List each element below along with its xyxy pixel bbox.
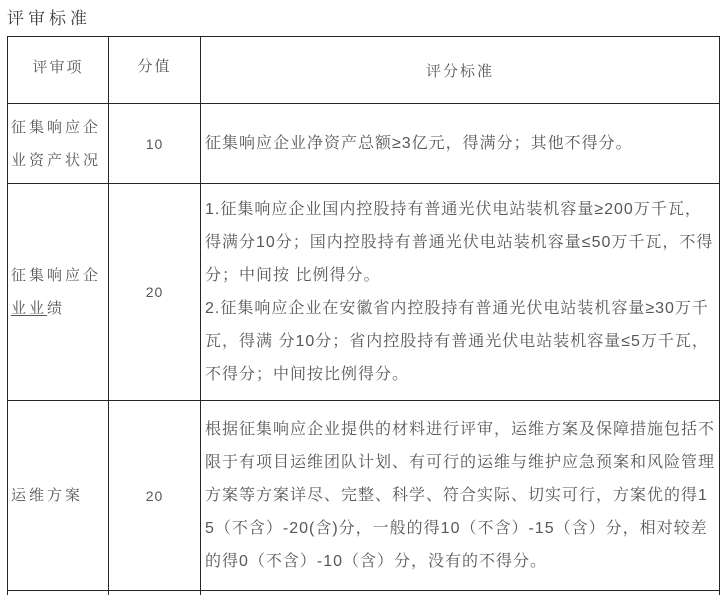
header-cell-criteria: 评分标准: [201, 37, 720, 104]
table-header-row: [8, 37, 720, 104]
item-cell: 运维方案: [8, 401, 109, 591]
item-cell: 征集响应企业资产状况: [8, 104, 109, 184]
score-cell: 20: [109, 184, 201, 401]
score-cell: [109, 591, 201, 595]
table-row-operation-plan: [8, 401, 720, 591]
item-cell: [8, 184, 109, 401]
criteria-paragraph: 征集响应企业净资产总额≥3亿元，得满分；其他不得分。: [205, 135, 633, 152]
table-row-partial: [8, 591, 720, 595]
item-cell: [8, 591, 109, 595]
criteria-paragraph: 根据征集响应企业提供的材料进行评审，运维方案及保障措施包括不限于有项目运维团队计划、有可行的运维与维护应急预案和风险管理方案等方案详尽、完整、科学、符合实际、切实可行，方案优的得15（不含）-20(含)分，一般的得10（不含）-15（含）分，相对较差的得0（不含）-10（含）分，没有的不得分。: [205, 421, 716, 570]
criteria-paragraph: 1.征集响应企业国内控股持有普通光伏电站装机容量≥200万千瓦，得满分10分；国内控股持有普通光伏电站装机容量≤50万千瓦，不得分；中间按 比例得分。: [205, 201, 714, 284]
item-text-part: 征集响应企: [11, 267, 102, 284]
criteria-cell: [201, 104, 720, 184]
item-text-part: 绩: [47, 300, 66, 317]
table-row-performance: [8, 184, 720, 401]
score-cell: 10: [109, 104, 201, 184]
score-cell: 20: [109, 401, 201, 591]
underlined-text: 业业: [11, 300, 48, 317]
criteria-cell: [201, 591, 720, 595]
criteria-cell: [201, 184, 720, 401]
table-row-asset-status: [8, 104, 720, 184]
criteria-paragraph: 2.征集响应企业在安徽省内控股持有普通光伏电站装机容量≥30万千瓦，得满 分10分；省内控股持有普通光伏电站装机容量≤5万千瓦，不得分；中间按比例得分。: [205, 300, 709, 383]
page-title: 评审标准: [7, 9, 91, 28]
header-cell-score: 分值: [109, 37, 201, 104]
criteria-cell: [201, 401, 720, 591]
header-cell-review-item: 评审项: [8, 37, 109, 104]
review-criteria-table: [7, 36, 720, 595]
